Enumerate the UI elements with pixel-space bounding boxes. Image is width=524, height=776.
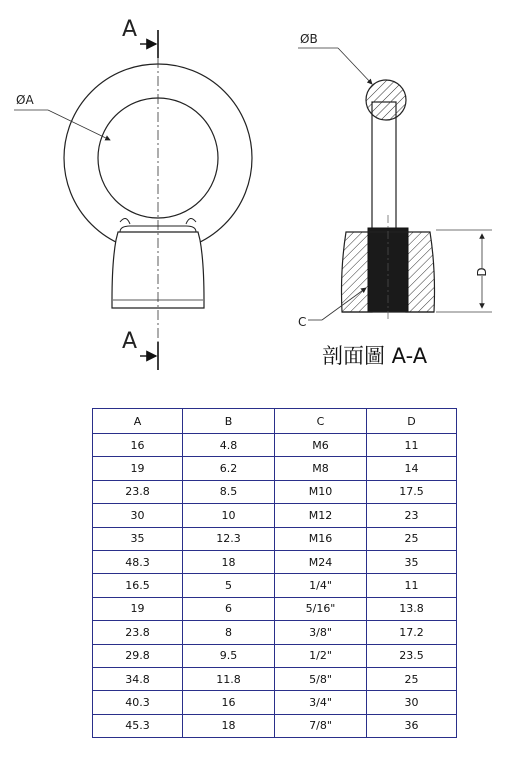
table-cell: M8 [275, 457, 367, 480]
table-cell: 6.2 [183, 457, 275, 480]
table-row [93, 527, 457, 550]
table-cell: 19 [93, 597, 183, 620]
eye-nut-front-view [64, 40, 252, 345]
table-row [93, 457, 457, 480]
table-cell: 6 [183, 597, 275, 620]
table-cell: 8.5 [183, 480, 275, 503]
table-cell: 16 [183, 691, 275, 714]
table-cell: 1/4" [275, 574, 367, 597]
table-cell: 13.8 [367, 597, 457, 620]
table-cell: 5/16" [275, 597, 367, 620]
table-cell: 4.8 [183, 434, 275, 457]
diameter-b-callout [298, 32, 372, 84]
table-cell: M12 [275, 504, 367, 527]
table-cell: 23.8 [93, 480, 183, 503]
table-cell: 16 [93, 434, 183, 457]
table-row [93, 597, 457, 620]
table-cell: 12.3 [183, 527, 275, 550]
table-row [93, 621, 457, 644]
svg-text:ØB: ØB [300, 32, 318, 46]
table-cell: 35 [93, 527, 183, 550]
table-cell: 23 [367, 504, 457, 527]
svg-text:ØA: ØA [16, 93, 34, 107]
table-cell: 25 [367, 667, 457, 690]
table-row [93, 691, 457, 714]
table-row [93, 574, 457, 597]
svg-text:D: D [475, 267, 489, 277]
table-row [93, 434, 457, 457]
table-cell: 17.5 [367, 480, 457, 503]
header-cell-c: C [275, 409, 367, 434]
svg-text:C: C [298, 315, 307, 329]
table-body [93, 434, 457, 738]
table-header-row [93, 409, 457, 434]
table-cell: 34.8 [93, 667, 183, 690]
table-cell: 45.3 [93, 714, 183, 737]
table-cell: 10 [183, 504, 275, 527]
table-row [93, 504, 457, 527]
table-cell: 5 [183, 574, 275, 597]
header-cell-d: D [367, 409, 457, 434]
table-cell: 14 [367, 457, 457, 480]
section-title: 剖面圖 A-A [322, 344, 428, 368]
table-cell: 8 [183, 621, 275, 644]
table-cell: 7/8" [275, 714, 367, 737]
table-row [93, 667, 457, 690]
table-cell: M24 [275, 550, 367, 573]
table-cell: 23.5 [367, 644, 457, 667]
table-row [93, 550, 457, 573]
dimension-table [92, 408, 457, 738]
diameter-a-callout [14, 93, 110, 140]
section-view-a-a [342, 80, 435, 320]
table-cell: 30 [367, 691, 457, 714]
table-cell: 11 [367, 574, 457, 597]
table-cell: M16 [275, 527, 367, 550]
table-cell: 3/4" [275, 691, 367, 714]
table-cell: 1/2" [275, 644, 367, 667]
table-cell: 19 [93, 457, 183, 480]
table-cell: 18 [183, 550, 275, 573]
table-row [93, 644, 457, 667]
table-cell: 36 [367, 714, 457, 737]
svg-text:A: A [122, 329, 138, 354]
table-cell: 5/8" [275, 667, 367, 690]
svg-text:A: A [122, 17, 138, 42]
header-cell-a: A [93, 409, 183, 434]
table-row [93, 480, 457, 503]
table-cell: 16.5 [93, 574, 183, 597]
table-cell: 40.3 [93, 691, 183, 714]
section-marker-top [122, 17, 158, 58]
table-row [93, 714, 457, 737]
table-cell: 11 [367, 434, 457, 457]
table-cell: M6 [275, 434, 367, 457]
table-cell: 3/8" [275, 621, 367, 644]
header-cell-b: B [183, 409, 275, 434]
table-cell: 29.8 [93, 644, 183, 667]
table-cell: 30 [93, 504, 183, 527]
table-cell: 48.3 [93, 550, 183, 573]
dim-d-callout [436, 230, 492, 312]
table-cell: 18 [183, 714, 275, 737]
table-cell: 25 [367, 527, 457, 550]
table-cell: 9.5 [183, 644, 275, 667]
table-cell: 11.8 [183, 667, 275, 690]
section-marker-bottom [122, 329, 158, 370]
table-cell: 23.8 [93, 621, 183, 644]
table-cell: M10 [275, 480, 367, 503]
table-cell: 35 [367, 550, 457, 573]
table-cell: 17.2 [367, 621, 457, 644]
